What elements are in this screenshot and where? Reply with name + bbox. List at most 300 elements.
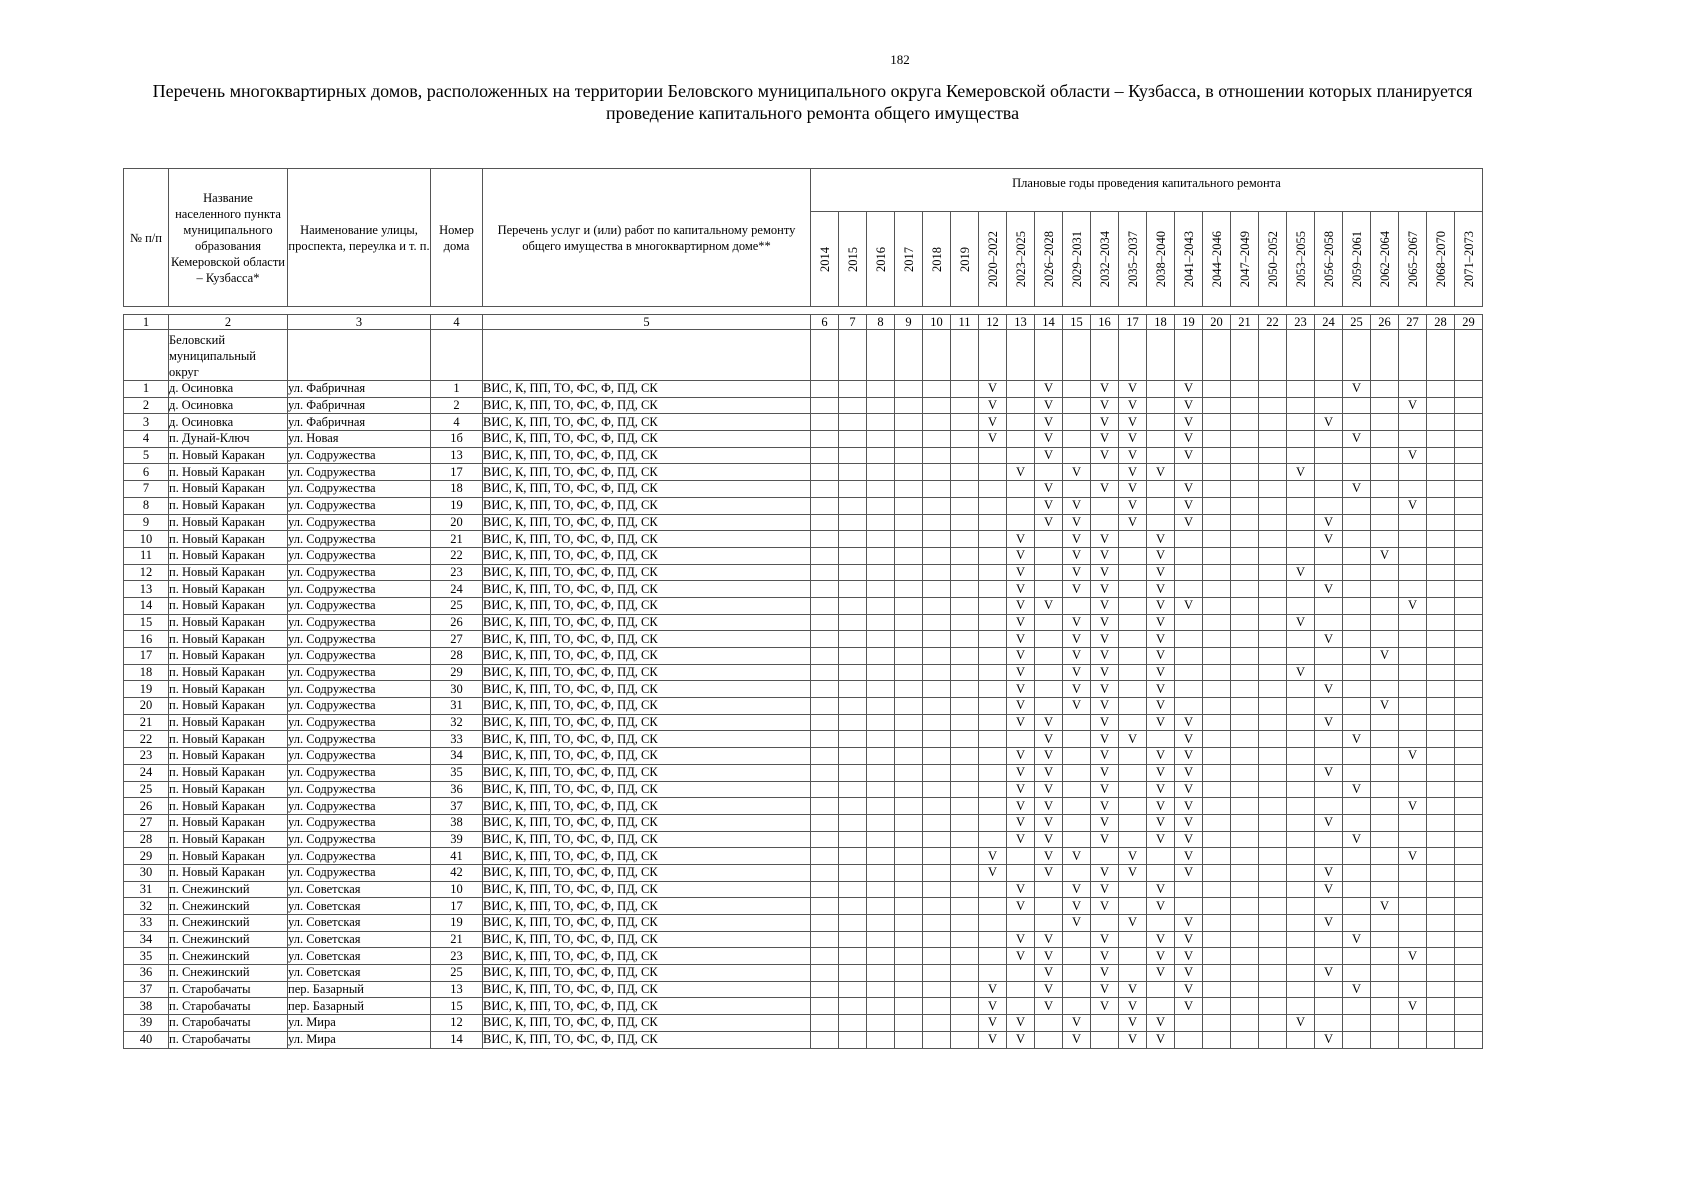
year-cell xyxy=(867,881,895,898)
year-cell xyxy=(1119,581,1147,598)
year-cell xyxy=(1063,814,1091,831)
year-cell xyxy=(1063,431,1091,448)
year-mark: V xyxy=(1091,698,1119,715)
row-locality: п. Снежинский xyxy=(169,931,288,948)
year-cell xyxy=(1259,798,1287,815)
row-street: ул. Содружества xyxy=(288,748,431,765)
year-cell xyxy=(1455,898,1483,915)
year-cell xyxy=(839,981,867,998)
year-cell xyxy=(1455,848,1483,865)
header-year-label: 2016 xyxy=(873,246,888,272)
table-row xyxy=(124,848,1483,865)
year-cell xyxy=(1287,547,1315,564)
table-row xyxy=(124,564,1483,581)
year-cell xyxy=(979,564,1007,581)
year-cell xyxy=(1231,431,1259,448)
row-street: ул. Содружества xyxy=(288,648,431,665)
header-year xyxy=(951,212,979,307)
header-year xyxy=(1287,212,1315,307)
year-cell xyxy=(1091,497,1119,514)
year-cell xyxy=(1427,681,1455,698)
year-cell xyxy=(1063,748,1091,765)
row-works: ВИС, К, ПП, ТО, ФС, Ф, ПД, СК xyxy=(483,981,811,998)
table-row xyxy=(124,648,1483,665)
year-cell xyxy=(923,564,951,581)
year-cell xyxy=(1287,648,1315,665)
year-cell xyxy=(1091,464,1119,481)
year-cell xyxy=(1343,998,1371,1015)
row-locality: д. Осиновка xyxy=(169,381,288,398)
row-works: ВИС, К, ПП, ТО, ФС, Ф, ПД, СК xyxy=(483,881,811,898)
year-mark: V xyxy=(1287,564,1315,581)
year-cell xyxy=(1287,848,1315,865)
table-row xyxy=(124,731,1483,748)
row-works: ВИС, К, ПП, ТО, ФС, Ф, ПД, СК xyxy=(483,698,811,715)
year-cell xyxy=(839,631,867,648)
year-cell xyxy=(1287,731,1315,748)
year-mark: V xyxy=(1035,814,1063,831)
year-cell xyxy=(1427,631,1455,648)
year-cell xyxy=(1427,648,1455,665)
year-cell xyxy=(1231,664,1259,681)
row-street: ул. Советская xyxy=(288,881,431,898)
year-cell xyxy=(979,898,1007,915)
row-house-number: 10 xyxy=(431,881,483,898)
year-cell xyxy=(1287,998,1315,1015)
year-cell xyxy=(1315,564,1343,581)
row-index: 24 xyxy=(124,764,169,781)
row-works: ВИС, К, ПП, ТО, ФС, Ф, ПД, СК xyxy=(483,547,811,564)
year-mark: V xyxy=(1315,514,1343,531)
year-mark: V xyxy=(1119,481,1147,498)
year-cell xyxy=(951,648,979,665)
year-cell xyxy=(811,547,839,564)
group-empty-cell xyxy=(1371,330,1399,381)
year-cell xyxy=(1231,898,1259,915)
year-cell xyxy=(1007,864,1035,881)
year-mark: V xyxy=(1091,981,1119,998)
year-cell xyxy=(1231,998,1259,1015)
row-house-number: 1б xyxy=(431,431,483,448)
year-cell xyxy=(1371,915,1399,932)
year-cell xyxy=(1063,981,1091,998)
year-cell xyxy=(839,431,867,448)
year-cell xyxy=(1007,915,1035,932)
year-mark: V xyxy=(1035,798,1063,815)
row-house-number: 19 xyxy=(431,497,483,514)
year-cell xyxy=(951,614,979,631)
year-mark: V xyxy=(1119,464,1147,481)
year-cell xyxy=(1427,497,1455,514)
year-cell xyxy=(1035,547,1063,564)
row-works: ВИС, К, ПП, ТО, ФС, Ф, ПД, СК xyxy=(483,447,811,464)
year-cell xyxy=(1259,414,1287,431)
header-year xyxy=(1315,212,1343,307)
year-cell xyxy=(923,547,951,564)
year-cell xyxy=(1455,915,1483,932)
year-cell xyxy=(1203,531,1231,548)
year-cell xyxy=(1371,998,1399,1015)
year-cell xyxy=(895,1015,923,1032)
year-mark: V xyxy=(1091,381,1119,398)
year-mark: V xyxy=(1035,831,1063,848)
year-mark: V xyxy=(979,414,1007,431)
year-mark: V xyxy=(1175,798,1203,815)
year-cell xyxy=(839,848,867,865)
year-mark: V xyxy=(1063,631,1091,648)
year-cell xyxy=(1119,764,1147,781)
year-cell xyxy=(1203,931,1231,948)
group-label: Беловский муниципальный округ xyxy=(169,330,288,381)
year-cell xyxy=(1091,1015,1119,1032)
year-cell xyxy=(1455,881,1483,898)
year-cell xyxy=(1231,798,1259,815)
table-row xyxy=(124,698,1483,715)
year-cell xyxy=(1259,731,1287,748)
year-mark: V xyxy=(1091,898,1119,915)
year-cell xyxy=(1063,447,1091,464)
group-empty-cell xyxy=(1035,330,1063,381)
year-cell xyxy=(867,1031,895,1048)
year-cell xyxy=(979,948,1007,965)
spacer-cell xyxy=(867,307,895,315)
row-house-number: 37 xyxy=(431,798,483,815)
year-cell xyxy=(1427,381,1455,398)
year-cell xyxy=(1147,998,1175,1015)
row-works: ВИС, К, ПП, ТО, ФС, Ф, ПД, СК xyxy=(483,998,811,1015)
year-cell xyxy=(1455,1015,1483,1032)
year-cell xyxy=(1343,948,1371,965)
year-cell xyxy=(1119,748,1147,765)
table-row xyxy=(124,764,1483,781)
year-cell xyxy=(1259,464,1287,481)
year-mark: V xyxy=(1399,597,1427,614)
year-mark: V xyxy=(1119,1015,1147,1032)
year-cell xyxy=(923,481,951,498)
year-cell xyxy=(1063,764,1091,781)
row-index: 5 xyxy=(124,447,169,464)
year-cell xyxy=(1343,748,1371,765)
header-year xyxy=(1147,212,1175,307)
header-year-label: 2018 xyxy=(929,246,944,272)
group-empty-cell xyxy=(288,330,431,381)
year-cell xyxy=(1399,864,1427,881)
year-cell xyxy=(895,564,923,581)
year-cell xyxy=(1427,564,1455,581)
year-cell xyxy=(1259,764,1287,781)
year-mark: V xyxy=(1091,397,1119,414)
row-street: ул. Содружества xyxy=(288,864,431,881)
year-mark: V xyxy=(1147,948,1175,965)
year-cell xyxy=(895,447,923,464)
row-locality: п. Новый Каракан xyxy=(169,648,288,665)
year-cell xyxy=(951,915,979,932)
row-house-number: 13 xyxy=(431,447,483,464)
year-cell xyxy=(1399,631,1427,648)
year-cell xyxy=(1175,898,1203,915)
year-cell xyxy=(923,864,951,881)
year-cell xyxy=(895,397,923,414)
year-cell xyxy=(1203,581,1231,598)
year-cell xyxy=(895,748,923,765)
year-mark: V xyxy=(1063,1015,1091,1032)
row-house-number: 27 xyxy=(431,631,483,648)
year-cell xyxy=(1399,564,1427,581)
year-cell xyxy=(867,614,895,631)
spacer-cell xyxy=(895,307,923,315)
table-row xyxy=(124,714,1483,731)
year-cell xyxy=(1007,848,1035,865)
table-row xyxy=(124,881,1483,898)
year-cell xyxy=(979,581,1007,598)
row-index: 25 xyxy=(124,781,169,798)
row-works: ВИС, К, ПП, ТО, ФС, Ф, ПД, СК xyxy=(483,614,811,631)
year-mark: V xyxy=(1147,547,1175,564)
year-cell xyxy=(1399,814,1427,831)
column-number: 17 xyxy=(1119,315,1147,330)
year-cell xyxy=(1063,714,1091,731)
column-number: 11 xyxy=(951,315,979,330)
row-locality: п. Новый Каракан xyxy=(169,848,288,865)
group-empty-cell xyxy=(951,330,979,381)
year-cell xyxy=(951,948,979,965)
year-cell xyxy=(1147,381,1175,398)
year-cell xyxy=(1175,1015,1203,1032)
year-mark: V xyxy=(1063,664,1091,681)
year-cell xyxy=(839,381,867,398)
year-cell xyxy=(1231,547,1259,564)
column-number: 22 xyxy=(1259,315,1287,330)
year-cell xyxy=(1399,381,1427,398)
year-cell xyxy=(923,848,951,865)
year-cell xyxy=(1203,814,1231,831)
year-cell xyxy=(923,414,951,431)
row-house-number: 25 xyxy=(431,965,483,982)
year-cell xyxy=(951,814,979,831)
year-cell xyxy=(923,931,951,948)
year-cell xyxy=(1231,514,1259,531)
year-cell xyxy=(1399,547,1427,564)
year-cell xyxy=(1399,714,1427,731)
year-cell xyxy=(1455,581,1483,598)
year-cell xyxy=(951,481,979,498)
row-locality: п. Новый Каракан xyxy=(169,698,288,715)
year-cell xyxy=(1399,464,1427,481)
year-cell xyxy=(1091,514,1119,531)
row-street: ул. Содружества xyxy=(288,497,431,514)
year-cell xyxy=(1455,614,1483,631)
header-year-label: 2026–2028 xyxy=(1041,230,1056,288)
year-mark: V xyxy=(1007,764,1035,781)
row-locality: п. Новый Каракан xyxy=(169,447,288,464)
table-row xyxy=(124,531,1483,548)
row-locality: п. Снежинский xyxy=(169,948,288,965)
row-house-number: 4 xyxy=(431,414,483,431)
year-cell xyxy=(1343,597,1371,614)
table-row xyxy=(124,965,1483,982)
header-year-label: 2035–2037 xyxy=(1125,230,1140,288)
year-cell xyxy=(1147,731,1175,748)
year-cell xyxy=(1259,381,1287,398)
year-cell xyxy=(1315,731,1343,748)
year-cell xyxy=(811,814,839,831)
year-cell xyxy=(867,631,895,648)
year-mark: V xyxy=(1007,948,1035,965)
year-cell xyxy=(1259,1031,1287,1048)
year-cell xyxy=(1147,864,1175,881)
year-cell xyxy=(1231,714,1259,731)
year-cell xyxy=(1175,631,1203,648)
row-street: ул. Содружества xyxy=(288,564,431,581)
year-cell xyxy=(1035,1031,1063,1048)
spacer-cell xyxy=(1119,307,1147,315)
table-row xyxy=(124,798,1483,815)
spacer-cell xyxy=(923,307,951,315)
year-cell xyxy=(839,447,867,464)
year-cell xyxy=(1315,1015,1343,1032)
year-cell xyxy=(1259,781,1287,798)
year-mark: V xyxy=(1119,414,1147,431)
year-cell xyxy=(895,531,923,548)
group-empty-cell xyxy=(1427,330,1455,381)
year-cell xyxy=(1287,414,1315,431)
year-cell xyxy=(1427,581,1455,598)
group-empty-cell xyxy=(1007,330,1035,381)
year-cell xyxy=(867,814,895,831)
header-year-label: 2014 xyxy=(817,246,832,272)
year-mark: V xyxy=(1007,547,1035,564)
year-mark: V xyxy=(1063,848,1091,865)
year-cell xyxy=(1007,447,1035,464)
year-cell xyxy=(1287,698,1315,715)
year-cell xyxy=(1399,731,1427,748)
year-cell xyxy=(951,497,979,514)
year-cell xyxy=(923,431,951,448)
row-index: 37 xyxy=(124,981,169,998)
year-cell xyxy=(1259,531,1287,548)
row-works: ВИС, К, ПП, ТО, ФС, Ф, ПД, СК xyxy=(483,381,811,398)
year-cell xyxy=(1231,981,1259,998)
column-number: 6 xyxy=(811,315,839,330)
row-locality: п. Новый Каракан xyxy=(169,781,288,798)
group-empty-cell xyxy=(1399,330,1427,381)
row-works: ВИС, К, ПП, ТО, ФС, Ф, ПД, СК xyxy=(483,464,811,481)
header-year xyxy=(895,212,923,307)
group-empty-cell xyxy=(923,330,951,381)
year-cell xyxy=(1203,381,1231,398)
year-mark: V xyxy=(1007,798,1035,815)
year-cell xyxy=(895,614,923,631)
year-cell xyxy=(979,631,1007,648)
year-cell xyxy=(895,481,923,498)
row-street: ул. Содружества xyxy=(288,447,431,464)
group-empty-cell xyxy=(839,330,867,381)
spacer-cell xyxy=(1147,307,1175,315)
row-works: ВИС, К, ПП, ТО, ФС, Ф, ПД, СК xyxy=(483,831,811,848)
year-mark: V xyxy=(1035,981,1063,998)
header-locality: Название населенного пункта муниципального образования Кемеровской области – Кузбасса* xyxy=(169,169,288,307)
row-works: ВИС, К, ПП, ТО, ФС, Ф, ПД, СК xyxy=(483,931,811,948)
year-mark: V xyxy=(1147,898,1175,915)
group-empty-cell xyxy=(1147,330,1175,381)
year-mark: V xyxy=(1315,881,1343,898)
year-cell xyxy=(1399,965,1427,982)
year-mark: V xyxy=(1287,464,1315,481)
row-index: 34 xyxy=(124,931,169,948)
year-mark: V xyxy=(1343,481,1371,498)
year-mark: V xyxy=(1091,831,1119,848)
year-mark: V xyxy=(1147,464,1175,481)
year-cell xyxy=(811,981,839,998)
year-cell xyxy=(1343,464,1371,481)
year-cell xyxy=(979,798,1007,815)
year-cell xyxy=(1343,814,1371,831)
header-year xyxy=(1371,212,1399,307)
year-cell xyxy=(1091,848,1119,865)
year-mark: V xyxy=(1287,1015,1315,1032)
year-cell xyxy=(1455,864,1483,881)
row-index: 30 xyxy=(124,864,169,881)
year-mark: V xyxy=(1147,714,1175,731)
year-mark: V xyxy=(1091,531,1119,548)
year-cell xyxy=(1371,564,1399,581)
group-empty-cell xyxy=(1063,330,1091,381)
year-cell xyxy=(1287,531,1315,548)
year-cell xyxy=(895,981,923,998)
year-cell xyxy=(1203,631,1231,648)
table-row xyxy=(124,397,1483,414)
row-index: 2 xyxy=(124,397,169,414)
year-cell xyxy=(923,781,951,798)
year-mark: V xyxy=(1175,931,1203,948)
year-mark: V xyxy=(1287,664,1315,681)
year-cell xyxy=(1231,1031,1259,1048)
year-cell xyxy=(1371,414,1399,431)
year-cell xyxy=(1063,597,1091,614)
year-cell xyxy=(1175,531,1203,548)
header-year-label: 2068–2070 xyxy=(1433,230,1448,288)
row-street: ул. Содружества xyxy=(288,848,431,865)
row-index: 31 xyxy=(124,881,169,898)
year-cell xyxy=(1231,681,1259,698)
year-cell xyxy=(1287,981,1315,998)
table-row xyxy=(124,781,1483,798)
row-locality: п. Новый Каракан xyxy=(169,814,288,831)
row-index: 18 xyxy=(124,664,169,681)
year-cell xyxy=(867,664,895,681)
year-cell xyxy=(1427,764,1455,781)
year-mark: V xyxy=(1035,514,1063,531)
year-mark: V xyxy=(1091,631,1119,648)
header-year xyxy=(1203,212,1231,307)
year-cell xyxy=(1287,631,1315,648)
row-locality: п. Новый Каракан xyxy=(169,831,288,848)
year-cell xyxy=(895,431,923,448)
year-cell xyxy=(1147,481,1175,498)
year-mark: V xyxy=(979,998,1007,1015)
year-mark: V xyxy=(1315,965,1343,982)
year-cell xyxy=(839,1015,867,1032)
year-cell xyxy=(1287,881,1315,898)
year-mark: V xyxy=(1343,381,1371,398)
year-mark: V xyxy=(1091,881,1119,898)
year-cell xyxy=(1119,931,1147,948)
year-mark: V xyxy=(1147,748,1175,765)
year-mark: V xyxy=(1399,497,1427,514)
year-cell xyxy=(1287,514,1315,531)
year-cell xyxy=(839,614,867,631)
year-cell xyxy=(1287,597,1315,614)
